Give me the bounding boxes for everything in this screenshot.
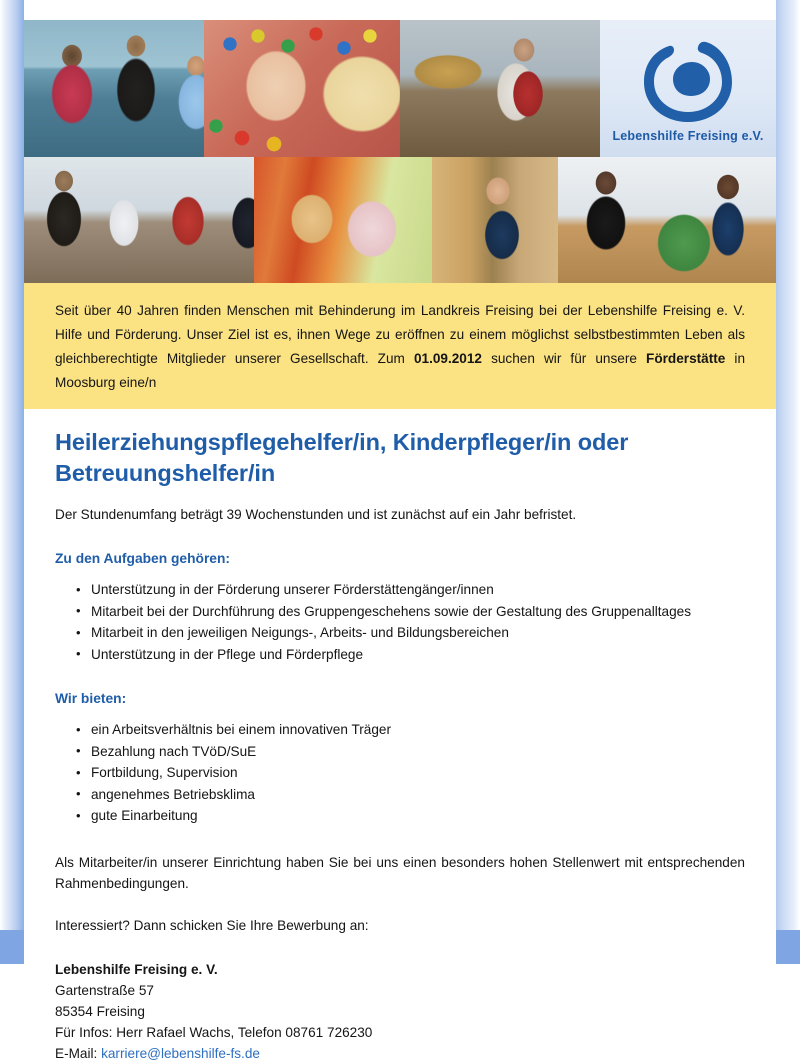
tasks-list — [55, 579, 745, 665]
list-item: • Bezahlung nach TVöD/SuE — [91, 741, 745, 763]
job-title: Heilerziehungspflegehelfer/in, Kinderpfleger/in oder Betreuungshelfer/in — [55, 429, 629, 486]
list-item: • angenehmes Betriebsklima — [91, 784, 745, 806]
contact-city: 85354 Freising — [55, 1003, 145, 1019]
photo-ball-pool — [204, 20, 400, 157]
tasks-heading: Zu den Aufgaben gehören: — [55, 551, 231, 566]
list-item: • ein Arbeitsverhältnis bei einem innovativen Träger — [91, 719, 745, 741]
page-frame-top — [0, 0, 800, 20]
photo-two-children — [254, 157, 432, 283]
call-to-action: Interessiert? Dann schicken Sie Ihre Bewerbung an: — [55, 917, 369, 933]
photo-board-game — [558, 157, 776, 283]
contact-street: Gartenstraße 57 — [55, 982, 154, 998]
intro-paragraph — [55, 299, 745, 395]
intro-text-part3: in Moosburg eine/n — [55, 351, 746, 390]
contact-organisation: Lebenshilfe Freising e. V. — [55, 961, 218, 977]
list-item: • Unterstützung in der Pflege und Förderpflege — [91, 644, 745, 666]
photo-handicraft — [400, 20, 600, 157]
list-item: • Mitarbeit bei der Durchführung des Gruppengeschehens sowie der Gestaltung des Gruppenalltages — [91, 601, 745, 623]
lebenshilfe-logo-icon — [636, 32, 740, 133]
logo-panel — [600, 20, 776, 157]
photo-boat-trip — [24, 20, 204, 157]
intro-start-date: 01.09.2012 — [413, 351, 482, 366]
intro-text-part1: Seit über 40 Jahren finden Menschen mit Behinderung im Landkreis Freising bei der Lebenshilfe Freising e. V. Hilfe und Förderung. Unser Ziel ist es, ihnen Wege zu eröffnen zu einem möglichst selbstbestimmten Leben als gleichberechtigte Mitglieder unserer Gesellschaft. Zum — [55, 303, 745, 366]
intro-text-part2: suchen wir für unsere — [482, 351, 647, 366]
contact-email-row — [55, 1043, 745, 1064]
intro-facility: Förderstätte — [646, 351, 726, 366]
job-lede: Der Stundenumfang beträgt 39 Wochenstunden und ist zunächst auf ein Jahr befristet. — [55, 507, 577, 522]
list-item: • gute Einarbeitung — [91, 805, 745, 827]
logo-caption: Lebenshilfe Freising e.V. — [612, 129, 764, 143]
photo-collage — [24, 20, 776, 283]
list-item: • Fortbildung, Supervision — [91, 762, 745, 784]
contact-block — [55, 959, 745, 1064]
page-frame-left — [0, 0, 24, 964]
contact-info-line: Für Infos: Herr Rafael Wachs, Telefon 08761 726230 — [55, 1024, 373, 1040]
closing-paragraph: Als Mitarbeiter/in unserer Einrichtung haben Sie bei uns einen besonders hohen Stellenwert mit entsprechenden Rahmenbedingungen. — [55, 854, 745, 891]
offer-list — [55, 719, 745, 827]
advert-body — [24, 409, 776, 1064]
intro-box — [24, 283, 776, 409]
page-frame-right — [776, 0, 800, 964]
contact-email-label: E-Mail: — [55, 1045, 98, 1061]
advert-sheet — [24, 20, 776, 1061]
contact-email-link[interactable]: karriere@lebenshilfe-fs.de — [101, 1045, 260, 1061]
photo-group-reading — [24, 157, 254, 283]
photo-boy-with-stick — [432, 157, 558, 283]
list-item: • Unterstützung in der Förderung unserer Förderstättengänger/innen — [91, 579, 745, 601]
list-item: • Mitarbeit in den jeweiligen Neigungs-, Arbeits- und Bildungsbereichen — [91, 622, 745, 644]
collage-row-2 — [24, 157, 776, 283]
offer-heading: Wir bieten: — [55, 691, 127, 706]
collage-row-1 — [24, 20, 776, 157]
